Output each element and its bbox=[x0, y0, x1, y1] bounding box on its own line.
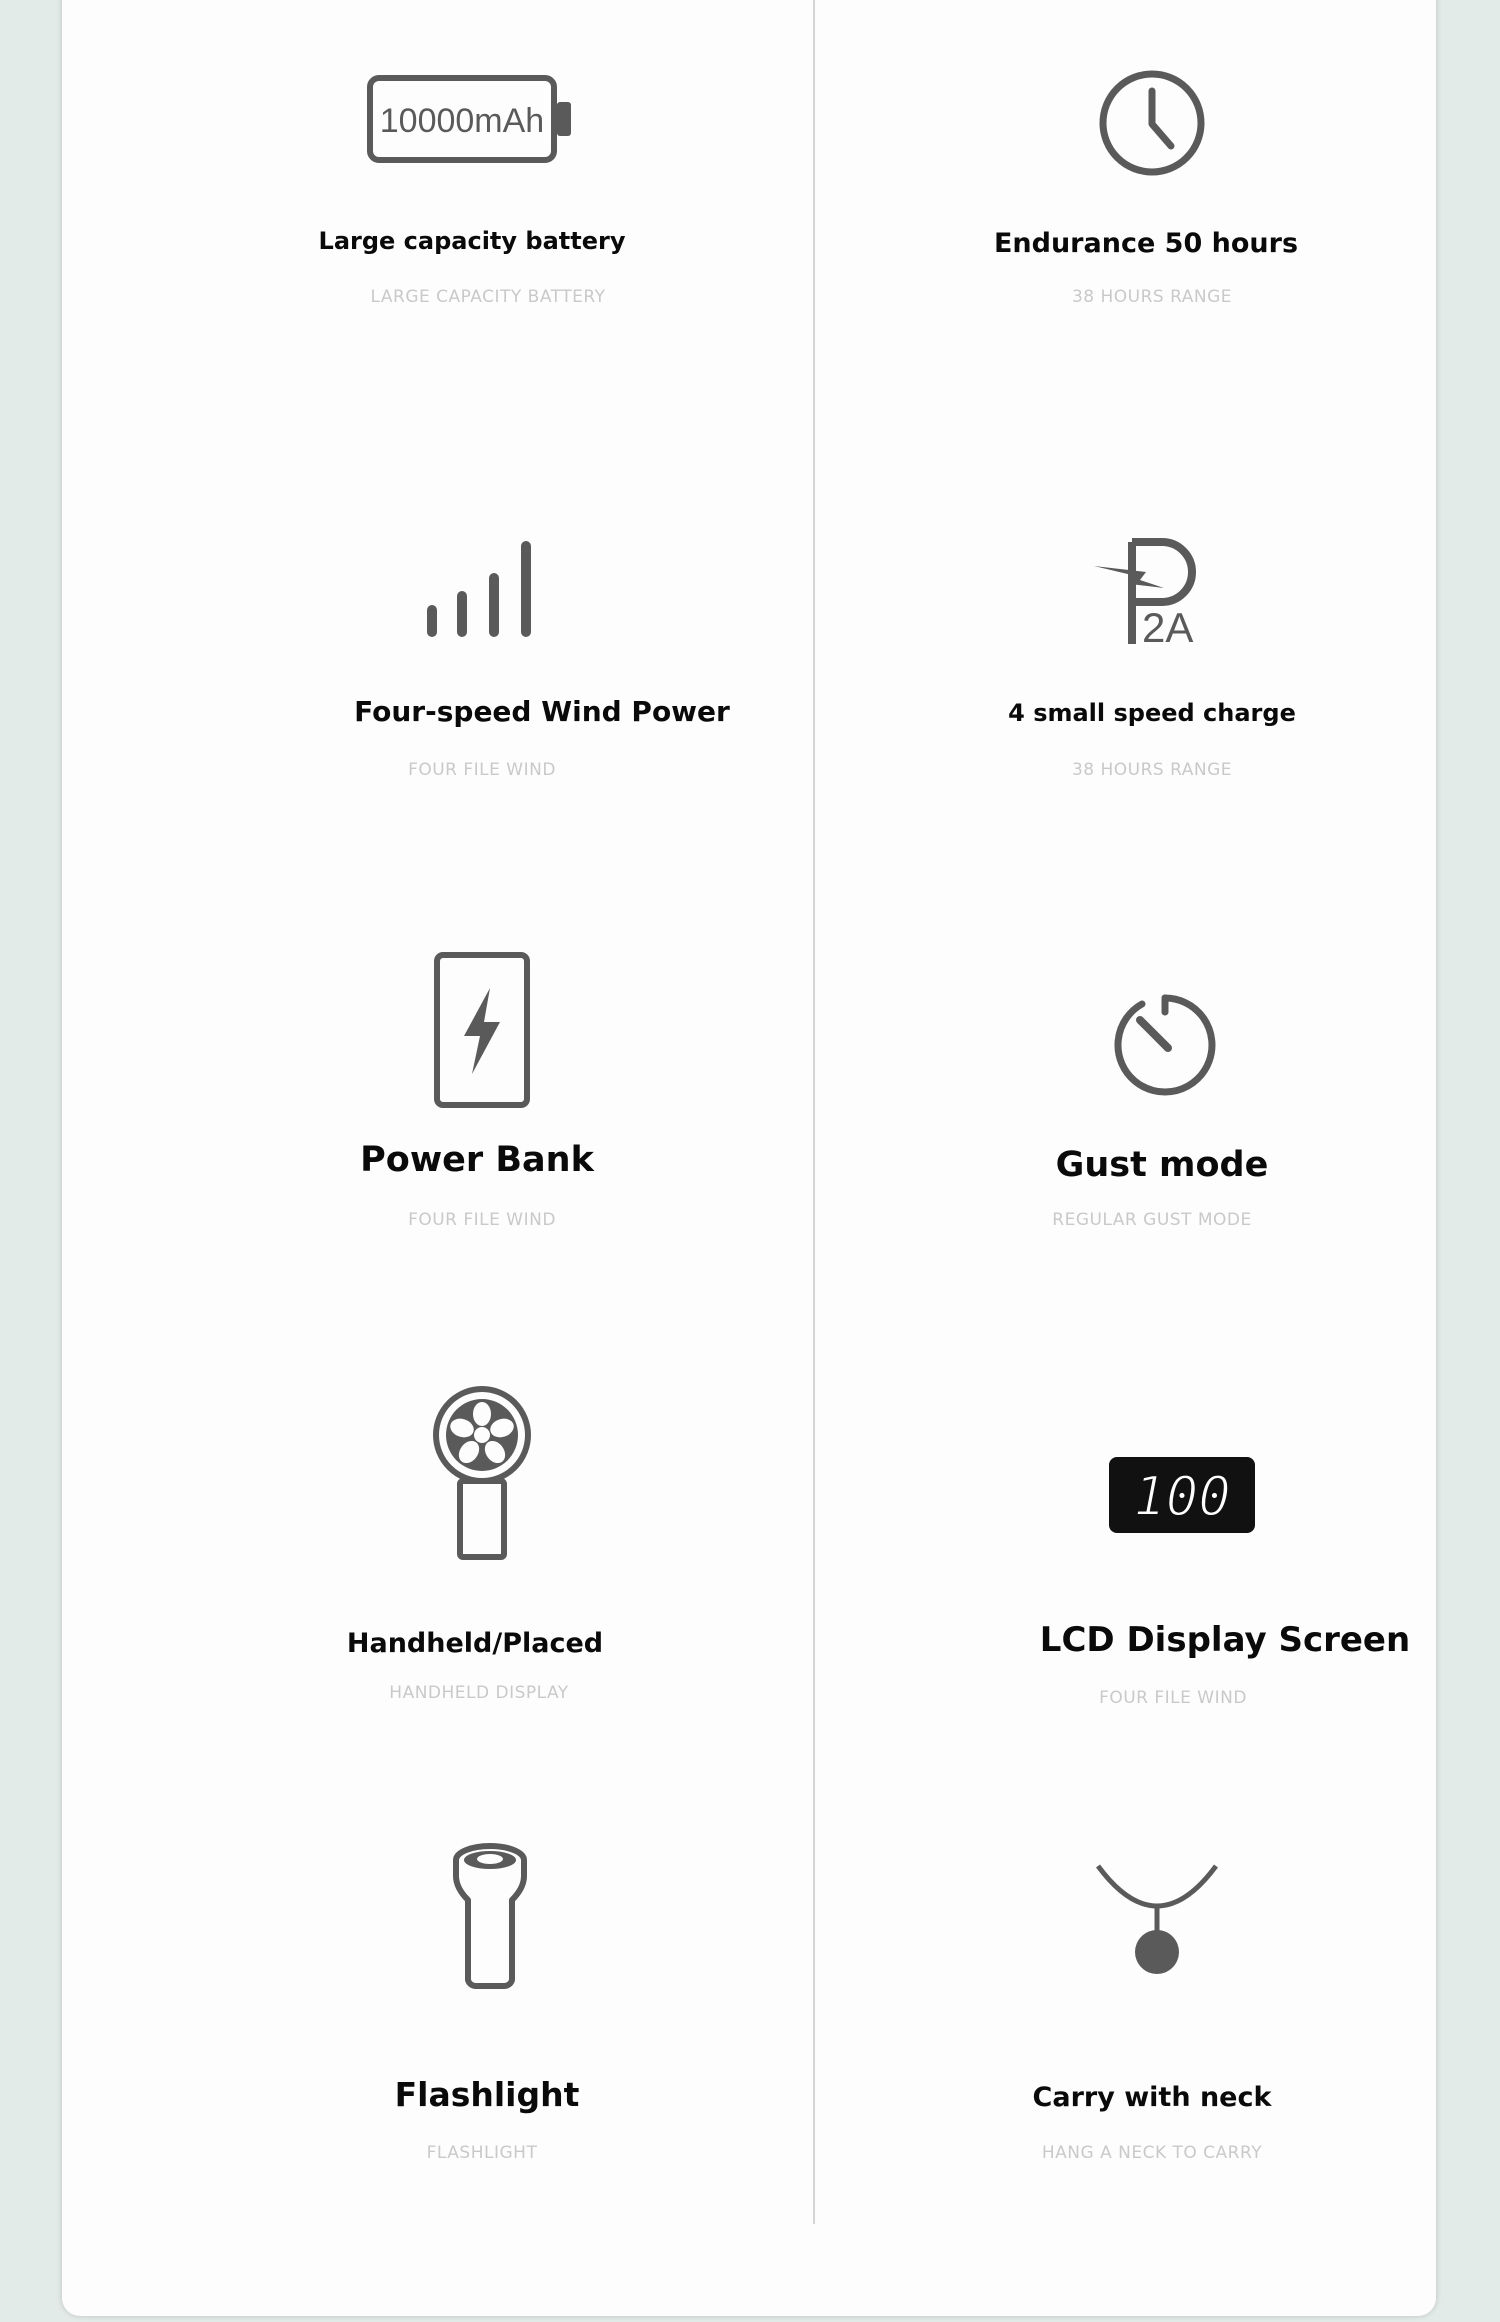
battery-capacity-text: 10000mAh bbox=[379, 102, 545, 140]
feature-lcd-display bbox=[852, 1380, 1452, 1708]
feature-subtitle: FLASHLIGHT bbox=[426, 2143, 538, 2163]
feature-title: Handheld/Placed bbox=[346, 1628, 604, 1659]
fast-charge-icon bbox=[1090, 532, 1210, 652]
feature-subtitle: 38 HOURS RANGE bbox=[1071, 287, 1233, 307]
neck-lanyard-icon bbox=[1092, 1860, 1222, 1980]
power-bank-icon bbox=[432, 950, 532, 1110]
feature-endurance bbox=[852, 0, 1452, 320]
lcd-readout-text: 100 bbox=[1133, 1465, 1231, 1528]
feature-power-bank bbox=[182, 950, 782, 1260]
column-divider bbox=[813, 0, 815, 2224]
battery-icon bbox=[367, 75, 577, 165]
signal-bars-icon bbox=[422, 532, 542, 642]
feature-subtitle: FOUR FILE WIND bbox=[408, 760, 556, 780]
feature-title: Gust mode bbox=[1055, 1145, 1269, 1185]
feature-subtitle: HANG A NECK TO CARRY bbox=[1041, 2143, 1263, 2163]
charge-rate-text: 2A bbox=[1142, 604, 1194, 651]
feature-title: 4 small speed charge bbox=[1008, 699, 1296, 727]
feature-subtitle: REGULAR GUST MODE bbox=[1052, 1210, 1252, 1230]
feature-title: Large capacity battery bbox=[318, 227, 626, 255]
timer-icon bbox=[1110, 990, 1220, 1100]
feature-subtitle: HANDHELD DISPLAY bbox=[389, 1683, 569, 1703]
feature-title: Flashlight bbox=[394, 2075, 580, 2114]
feature-title: Four-speed Wind Power bbox=[354, 695, 730, 728]
feature-flashlight bbox=[182, 1840, 782, 2163]
flashlight-icon bbox=[450, 1840, 530, 1990]
feature-title: Power Bank bbox=[360, 1140, 594, 1180]
feature-gust-mode bbox=[852, 950, 1452, 1260]
feature-subtitle: FOUR FILE WIND bbox=[408, 1210, 556, 1230]
feature-subtitle: LARGE CAPACITY BATTERY bbox=[370, 287, 606, 307]
feature-handheld-placed bbox=[182, 1380, 782, 1703]
feature-title: Carry with neck bbox=[1032, 2082, 1272, 2113]
handheld-fan-icon bbox=[427, 1385, 537, 1565]
feature-card bbox=[62, 0, 1436, 2316]
feature-subtitle: FOUR FILE WIND bbox=[1099, 1688, 1247, 1708]
feature-title: LCD Display Screen bbox=[1039, 1620, 1411, 1660]
clock-icon bbox=[1097, 68, 1207, 178]
feature-title: Endurance 50 hours bbox=[993, 228, 1299, 259]
lcd-display-icon bbox=[1107, 1455, 1257, 1535]
feature-speed-charge bbox=[852, 520, 1452, 820]
feature-four-speed-wind bbox=[182, 520, 782, 820]
feature-carry-with-neck bbox=[852, 1840, 1452, 2163]
feature-subtitle: 38 HOURS RANGE bbox=[1071, 760, 1233, 780]
feature-large-capacity-battery bbox=[172, 0, 772, 320]
